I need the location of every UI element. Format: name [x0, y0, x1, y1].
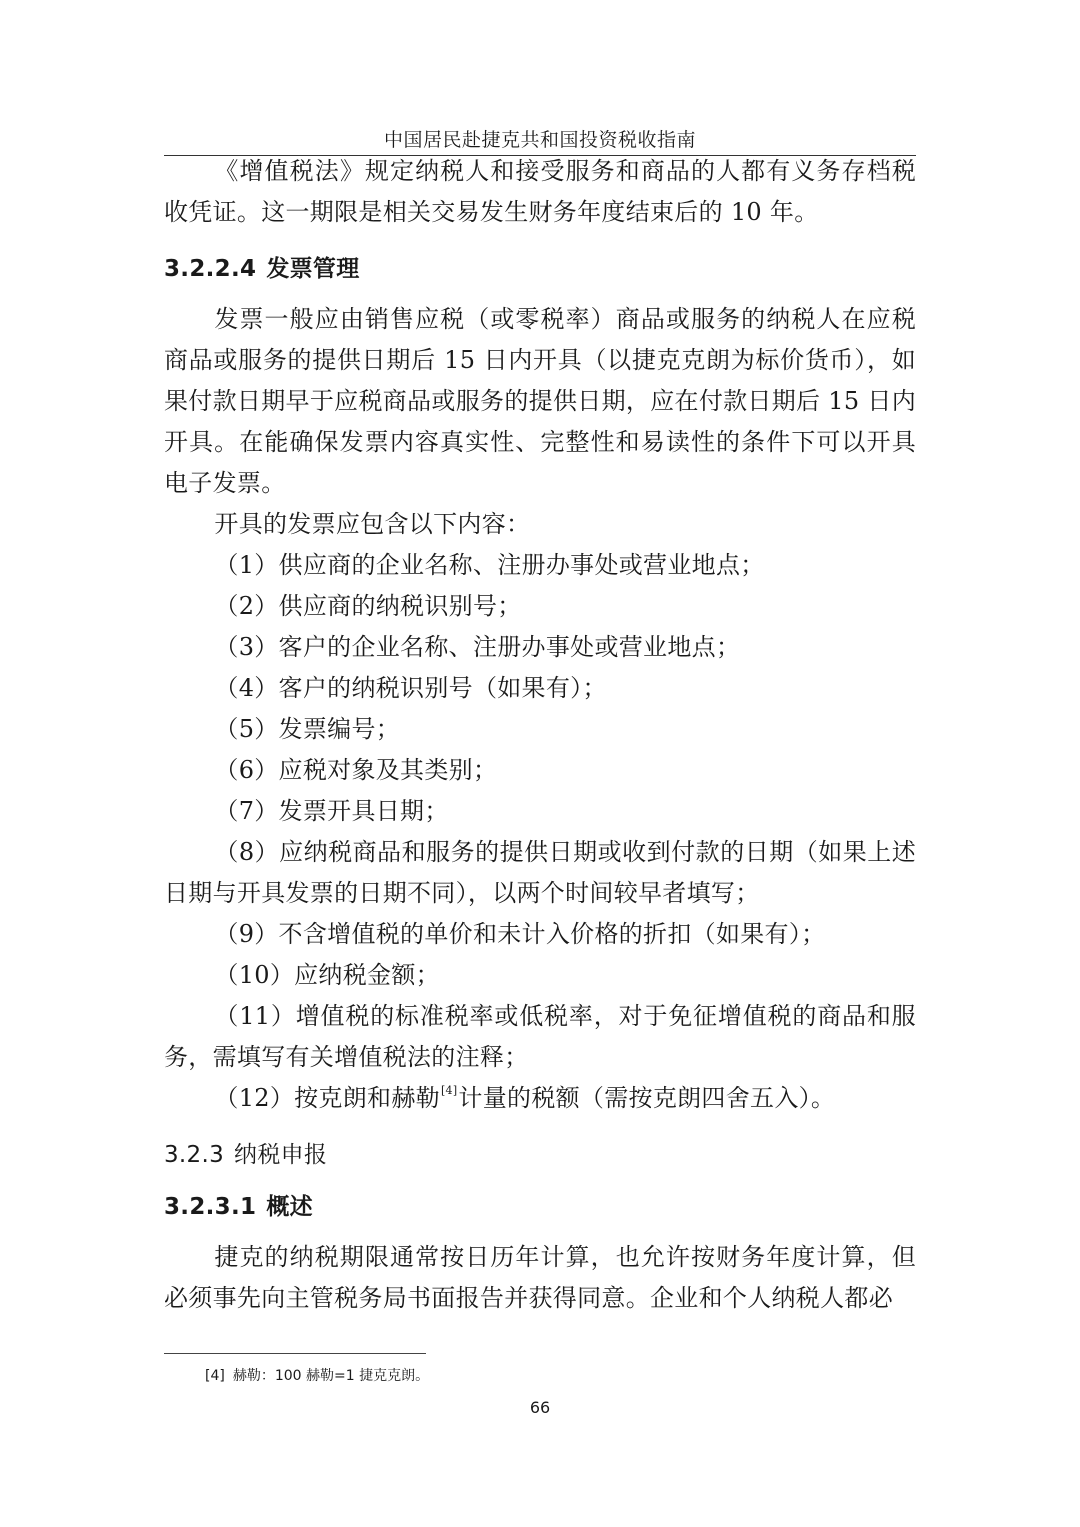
page-header: 中国居民赴捷克共和国投资税收指南 — [383, 129, 696, 151]
list-item-12-text-after: 计量的税额（需按克朗四舍五入）。 — [458, 1084, 836, 1112]
heading-3-2-2-4 — [164, 253, 916, 285]
heading-number: 3.2.2.4 — [164, 256, 257, 282]
heading-title: 纳税申报 — [234, 1142, 328, 1168]
list-item: （6）应税对象及其类别； — [214, 756, 498, 784]
list-item-12 — [164, 1078, 916, 1119]
heading-3-2-3 — [164, 1139, 916, 1171]
page-number: 66 — [529, 1398, 551, 1417]
footnote-rule — [164, 1353, 426, 1354]
list-item: （3）客户的企业名称、注册办事处或营业地点； — [214, 633, 741, 661]
list-item: （1）供应商的企业名称、注册办事处或营业地点； — [214, 551, 765, 579]
heading-3-2-3-1 — [164, 1191, 916, 1223]
heading-title: 发票管理 — [266, 256, 360, 282]
document-body — [164, 151, 916, 1319]
list-item: （4）客户的纳税识别号（如果有）； — [214, 674, 607, 702]
paragraph-invoice-contents: 开具的发票应包含以下内容： — [214, 510, 531, 538]
paragraph-invoice-rules: 发票一般应由销售应税（或零税率）商品或服务的纳税人在应税商品或服务的提供日期后 15 日内开具（以捷克克朗为标价货币），如果付款日期早于应税商品或服务的提供日期，应在付款日期后 15 日内开具。在能确保发票内容真实性、完整性和易读性的条件下可以开具电子发票。 — [164, 305, 916, 497]
list-item: （2）供应商的纳税识别号； — [214, 592, 522, 620]
list-item: （8）应纳税商品和服务的提供日期或收到付款的日期（如果上述日期与开具发票的日期不同），以两个时间较早者填写； — [164, 838, 916, 907]
list-item: （10）应纳税金额； — [214, 961, 440, 989]
footnote — [205, 1366, 429, 1386]
footnote-reference[interactable]: [4] — [440, 1084, 458, 1097]
list-item-12-text-before: （12）按克朗和赫勒 — [214, 1084, 440, 1112]
list-item: （9）不含增值税的单价和未计入价格的折扣（如果有）； — [214, 920, 826, 948]
heading-number: 3.2.3 — [164, 1142, 225, 1168]
heading-title: 概述 — [266, 1194, 313, 1220]
footnote-mark: [4] — [205, 1368, 225, 1384]
list-item: （5）发票编号； — [214, 715, 401, 743]
paragraph-intro: 《增值税法》规定纳税人和接受服务和商品的人都有义务存档税收凭证。这一期限是相关交易发生财务年度结束后的 10 年。 — [164, 157, 916, 226]
list-item: （11）增值税的标准税率或低税率，对于免征增值税的商品和服务，需填写有关增值税法的注释； — [164, 1002, 916, 1071]
footnote-text: 赫勒：100 赫勒=1 捷克克朗。 — [232, 1368, 430, 1384]
paragraph-overview: 捷克的纳税期限通常按日历年计算，也允许按财务年度计算，但必须事先向主管税务局书面报告并获得同意。企业和个人纳税人都必 — [164, 1243, 916, 1312]
invoice-requirements-list — [164, 545, 916, 1119]
list-item: （7）发票开具日期； — [214, 797, 449, 825]
heading-number: 3.2.3.1 — [164, 1194, 257, 1220]
